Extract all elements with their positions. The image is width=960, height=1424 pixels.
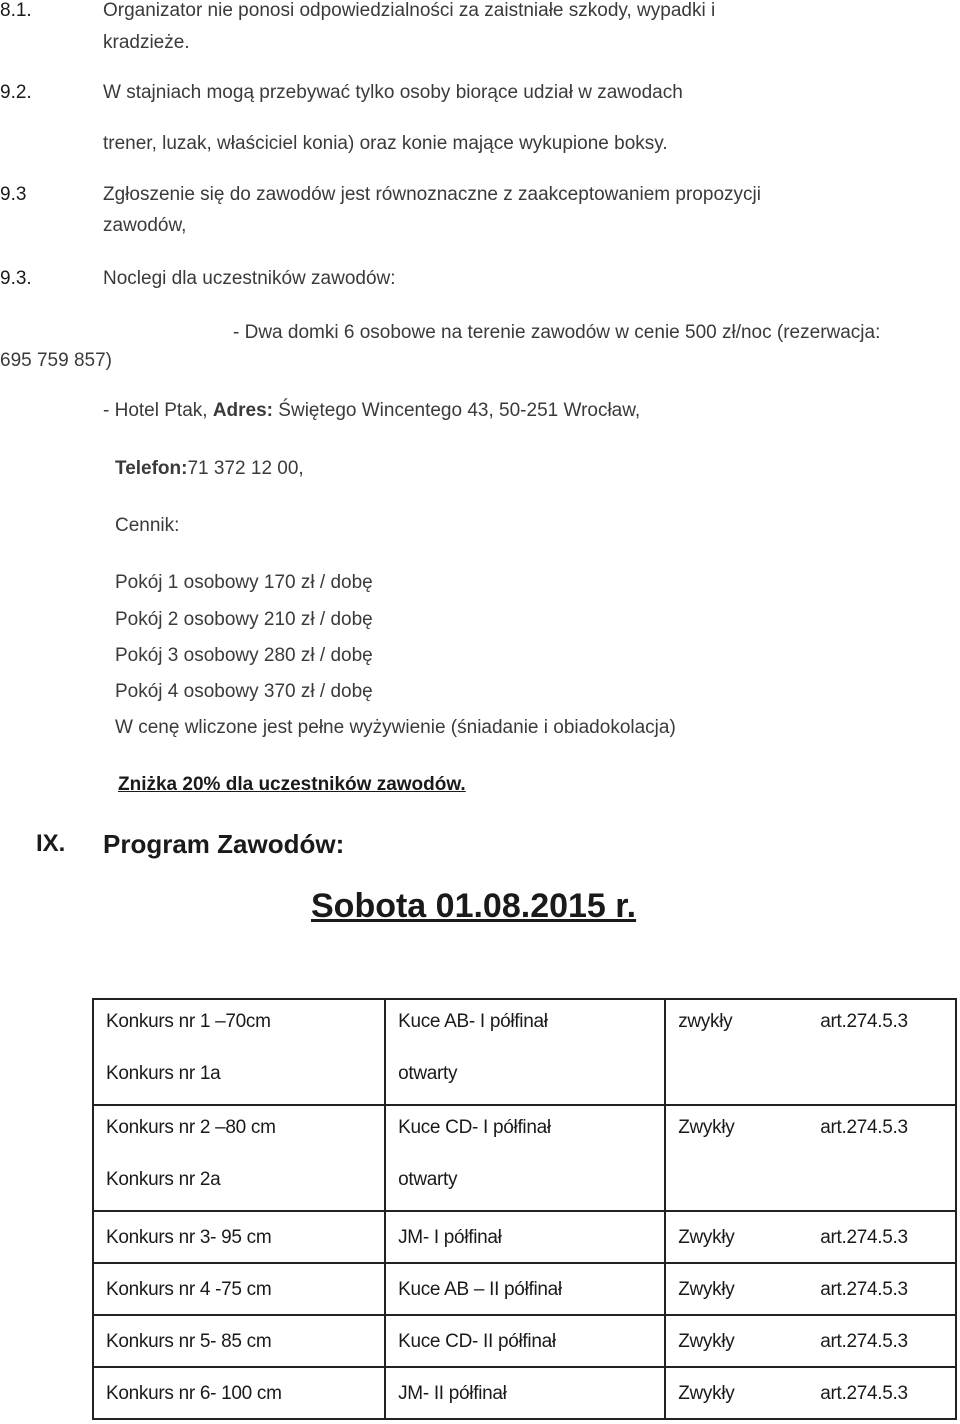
table-row <box>93 1211 956 1263</box>
phone-line <box>115 458 304 480</box>
item-text: W stajniach mogą przebywać tylko osoby biorące udział w zawodach <box>103 82 683 103</box>
konkurs-name: Konkurs nr 4 -75 cm <box>106 1279 272 1300</box>
rules-line <box>666 1316 955 1366</box>
class-cell <box>385 1315 665 1367</box>
phone-value: 71 372 12 00, <box>187 458 304 479</box>
rule-article: art.274.5.3 <box>820 1331 908 1352</box>
rules-line <box>666 1368 955 1418</box>
day-title: Sobota 01.08.2015 r. <box>311 887 637 925</box>
rules-cell <box>665 1105 956 1211</box>
rule-article: art.274.5.3 <box>820 1011 908 1032</box>
rule-article: art.274.5.3 <box>820 1383 908 1404</box>
class-cell <box>385 1105 665 1211</box>
konkurs-name: Konkurs nr 2 –80 cm <box>106 1117 276 1138</box>
item-text: Organizator nie ponosi odpowiedzialności za zaistniałe szkody, wypadki i <box>103 0 716 21</box>
item-number: 9.3 <box>0 184 27 205</box>
board-note: W cenę wliczone jest pełne wyżywienie (śniadanie i obiadokolacja) <box>115 717 676 738</box>
class-cell <box>385 1263 665 1315</box>
table-row <box>93 999 956 1105</box>
konkurs-cell <box>93 1367 385 1419</box>
konkurs-cell <box>93 999 385 1105</box>
competition-type: Zwykły <box>678 1227 735 1248</box>
class-name: JM- II półfinał <box>398 1383 507 1404</box>
item-number: 9.3. <box>0 268 32 289</box>
class-name: Kuce CD- II półfinał <box>398 1331 556 1352</box>
item-text: kradzieże. <box>103 32 190 53</box>
class-name: Kuce AB- I półfinał <box>398 1011 548 1032</box>
address-label: Adres: <box>212 400 274 421</box>
rules-line <box>666 1000 955 1052</box>
competition-type: Zwykły <box>678 1331 735 1352</box>
table-row <box>93 1263 956 1315</box>
item-number: 9.2. <box>0 82 32 103</box>
hotel-name: - Hotel Ptak, <box>103 400 213 421</box>
section-title: Program Zawodów: <box>103 829 345 859</box>
rules-cell <box>665 1367 956 1419</box>
class-name: Kuce CD- I półfinał <box>398 1117 551 1138</box>
konkurs-name: Konkurs nr 5- 85 cm <box>106 1331 272 1352</box>
competition-type: Zwykły <box>678 1279 735 1300</box>
class-cell <box>385 999 665 1105</box>
konkurs-cell <box>93 1315 385 1367</box>
competition-type: Zwykły <box>678 1117 735 1138</box>
konkurs-cell <box>93 1263 385 1315</box>
class-cell <box>385 1367 665 1419</box>
konkurs-name: Konkurs nr 1 –70cm <box>106 1011 271 1032</box>
rule-article: art.274.5.3 <box>820 1117 908 1138</box>
table-row <box>93 1105 956 1211</box>
section-number: IX. <box>36 830 66 857</box>
item-text: trener, luzak, właściciel konia) oraz konie mające wykupione boksy. <box>103 133 668 154</box>
cabins-phone: 695 759 857) <box>0 350 112 371</box>
rules-line <box>666 1106 955 1158</box>
address-value: Świętego Wincentego 43, 50-251 Wrocław, <box>273 400 641 421</box>
table-row <box>93 1367 956 1419</box>
item-text: Noclegi dla uczestników zawodów: <box>103 268 396 289</box>
rules-line <box>666 1212 955 1262</box>
cabins-line: - Dwa domki 6 osobowe na terenie zawodów w cenie 500 zł/noc (rezerwacja: <box>233 322 881 343</box>
price-item: Pokój 1 osobowy 170 zł / dobę <box>115 572 373 593</box>
rules-line <box>666 1264 955 1314</box>
konkurs-name: Konkurs nr 3- 95 cm <box>106 1227 272 1248</box>
konkurs-cell <box>93 1211 385 1263</box>
competition-type: Zwykły <box>678 1383 735 1404</box>
class-name: Kuce AB – II półfinał <box>398 1279 562 1300</box>
program-table <box>92 998 957 1420</box>
konkurs-cell <box>93 1105 385 1211</box>
item-number: 8.1. <box>0 0 32 21</box>
item-text: Zgłoszenie się do zawodów jest równoznaczne z zaakceptowaniem propozycji <box>103 184 761 205</box>
rules-cell <box>665 1211 956 1263</box>
konkurs-name: Konkurs nr 2a <box>106 1169 221 1190</box>
item-text: zawodów, <box>103 215 187 236</box>
price-item: Pokój 4 osobowy 370 zł / dobę <box>115 681 373 702</box>
rules-cell <box>665 999 956 1105</box>
konkurs-name: Konkurs nr 6- 100 cm <box>106 1383 282 1404</box>
konkurs-name: Konkurs nr 1a <box>106 1063 221 1084</box>
price-item: Pokój 2 osobowy 210 zł / dobę <box>115 609 373 630</box>
class-name: otwarty <box>398 1169 458 1190</box>
table-row <box>93 1315 956 1367</box>
class-name: JM- I półfinał <box>398 1227 502 1248</box>
class-cell <box>385 1211 665 1263</box>
rules-cell <box>665 1263 956 1315</box>
competition-type: zwykły <box>678 1011 733 1032</box>
rule-article: art.274.5.3 <box>820 1227 908 1248</box>
class-name: otwarty <box>398 1063 458 1084</box>
discount-note: Zniżka 20% dla uczestników zawodów. <box>118 774 466 795</box>
hotel-line <box>103 400 640 422</box>
price-list-label: Cennik: <box>115 515 180 536</box>
rule-article: art.274.5.3 <box>820 1279 908 1300</box>
phone-label: Telefon: <box>115 458 188 479</box>
price-item: Pokój 3 osobowy 280 zł / dobę <box>115 645 373 666</box>
rules-cell <box>665 1315 956 1367</box>
